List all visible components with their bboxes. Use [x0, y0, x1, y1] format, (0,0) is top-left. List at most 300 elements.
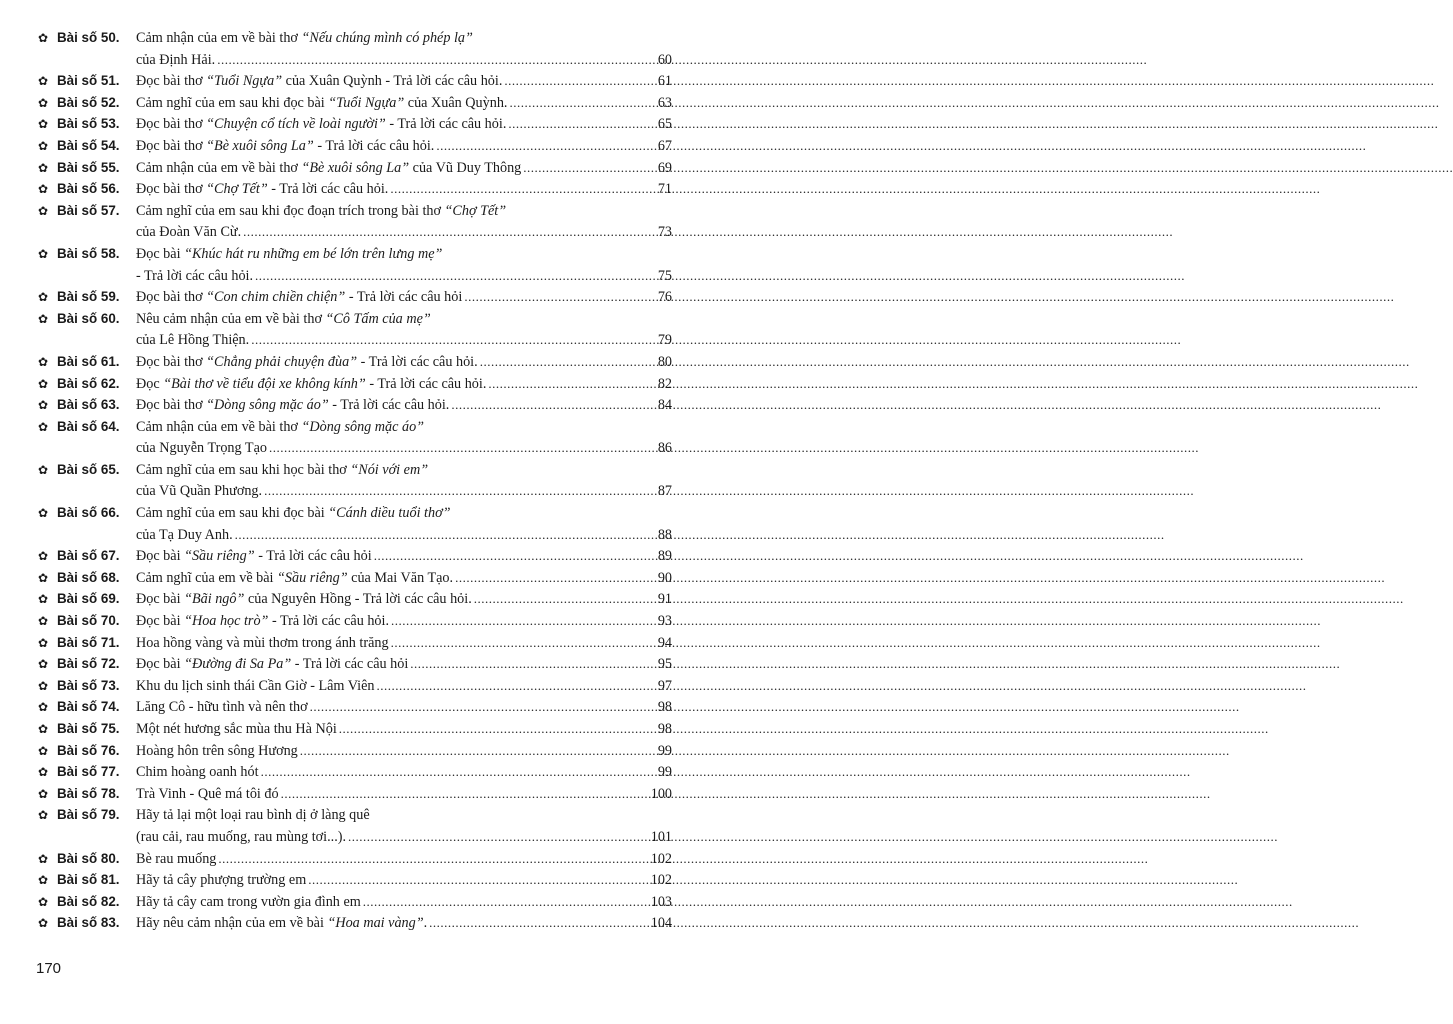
work-title: “Cánh diều tuổi thơ”	[328, 505, 451, 522]
lesson-description	[136, 503, 451, 525]
dot-leader	[339, 718, 646, 740]
work-title: “Hoa mai vàng”	[327, 915, 424, 932]
lesson-description	[136, 589, 472, 611]
flower-bullet-icon: ✿	[38, 203, 49, 218]
description-text: - Trả lời các câu hỏi.	[385, 116, 507, 133]
description-text: Nêu cảm nhận của em về bài thơ	[136, 310, 326, 327]
description-text: của Vũ Quần Phương.	[136, 483, 263, 500]
flower-bullet-icon: ✿	[38, 765, 49, 780]
page-reference: 102	[650, 872, 672, 889]
toc-entry	[38, 27, 672, 70]
toc-entry-line	[38, 113, 672, 135]
page-reference: 94	[657, 634, 672, 651]
description-text: - Trả lời các câu hỏi	[254, 548, 372, 565]
lesson-description	[136, 395, 449, 417]
toc-entry	[38, 459, 672, 502]
page-reference: 67	[657, 137, 672, 154]
dot-leader	[523, 157, 646, 179]
dot-leader	[281, 783, 646, 805]
description-text: - Trả lời các câu hỏi.	[268, 613, 390, 630]
page-reference: 95	[657, 656, 672, 673]
description-text: Cảm nhận của em về bài thơ	[136, 159, 302, 176]
flower-bullet-icon: ✿	[38, 182, 49, 197]
lesson-description	[136, 870, 306, 892]
flower-bullet-icon: ✿	[38, 160, 49, 175]
description-text: của Nguyễn Trọng Tạo	[136, 440, 267, 457]
lesson-label: Bài số 69.	[57, 591, 120, 607]
dot-leader	[410, 653, 646, 675]
lesson-description	[136, 719, 337, 741]
lesson-label: Bài số 71.	[57, 634, 120, 650]
toc-entry-line	[38, 610, 672, 632]
work-title: “Dòng sông mặc áo”	[301, 418, 425, 435]
lesson-description	[136, 374, 486, 396]
toc-entry-line	[38, 70, 672, 92]
description-text: Bè rau muống	[136, 850, 217, 867]
toc-entry-line	[38, 157, 672, 179]
lesson-label: Bài số 67.	[57, 548, 120, 564]
toc-entry-line	[38, 567, 672, 589]
description-text: .	[423, 915, 428, 932]
lesson-description	[136, 913, 427, 935]
toc-entry	[38, 912, 672, 934]
dot-leader	[455, 567, 646, 589]
lesson-description	[136, 28, 473, 50]
description-text: của Xuân Quỳnh.	[404, 94, 508, 111]
work-title: “Chuyện cổ tích về loài người”	[206, 116, 386, 133]
lesson-description	[136, 741, 298, 763]
description-text: Đọc bài thơ	[136, 397, 207, 414]
lesson-label: Bài số 77.	[57, 764, 120, 780]
description-text: của Mai Văn Tạo.	[347, 569, 454, 586]
lesson-label: Bài số 68.	[57, 569, 120, 585]
page-reference: 79	[657, 332, 672, 349]
lesson-description	[136, 201, 506, 223]
dot-leader	[429, 912, 646, 934]
work-title: “Dòng sông mặc áo”	[206, 397, 329, 414]
page-reference: 100	[650, 785, 672, 802]
page-reference: 76	[657, 289, 672, 306]
flower-bullet-icon: ✿	[38, 419, 49, 434]
page-reference: 86	[657, 440, 672, 457]
page-reference: 87	[657, 483, 672, 500]
flower-bullet-icon: ✿	[38, 635, 49, 650]
toc-entry	[38, 653, 672, 675]
lesson-label: Bài số 74.	[57, 699, 120, 715]
lesson-description	[136, 784, 279, 806]
lesson-label: Bài số 57.	[57, 202, 120, 218]
flower-bullet-icon: ✿	[38, 290, 49, 305]
dot-leader	[218, 848, 646, 870]
page-reference: 71	[657, 181, 672, 198]
toc-entry	[38, 610, 672, 632]
flower-bullet-icon: ✿	[38, 506, 49, 521]
dot-leader	[243, 221, 646, 243]
dot-leader	[391, 610, 646, 632]
description-text: - Trả lời các câu hỏi	[291, 656, 409, 673]
dot-leader	[436, 135, 646, 157]
toc-entry	[38, 200, 672, 243]
page-reference: 102	[650, 850, 672, 867]
toc-entry-line	[38, 545, 672, 567]
description-text: - Trả lời các câu hỏi	[345, 289, 463, 306]
lesson-description	[136, 805, 370, 827]
lesson-description	[136, 676, 374, 698]
toc-entry-line	[38, 675, 672, 697]
description-text: Hoàng hôn trên sông Hương	[136, 742, 298, 759]
page-reference: 93	[657, 613, 672, 630]
toc-entry	[38, 632, 672, 654]
dot-leader	[308, 869, 646, 891]
flower-bullet-icon: ✿	[38, 31, 49, 45]
toc-entry-line	[38, 502, 672, 524]
work-title: “Chẳng phải chuyện đùa”	[206, 353, 358, 370]
page-reference: 99	[657, 764, 672, 781]
lesson-label: Bài số 83.	[57, 915, 120, 931]
work-title: “Con chim chiền chiện”	[206, 289, 346, 306]
dot-leader	[390, 178, 646, 200]
page-reference: 75	[657, 267, 672, 284]
lesson-label: Bài số 65.	[57, 461, 120, 477]
dot-leader	[310, 696, 646, 718]
toc-entry-line	[38, 632, 672, 654]
flower-bullet-icon: ✿	[38, 614, 49, 629]
description-text: - Trả lời các câu hỏi.	[357, 353, 478, 370]
work-title: “Hoa học trò”	[184, 613, 269, 630]
dot-leader	[348, 826, 646, 848]
toc-entry-line	[38, 49, 672, 71]
lesson-label: Bài số 64.	[57, 418, 120, 434]
description-text: Đọc bài thơ	[136, 289, 207, 306]
lesson-label: Bài số 52.	[57, 94, 120, 110]
lesson-label: Bài số 55.	[57, 159, 120, 175]
lesson-description	[136, 136, 434, 158]
page-reference: 82	[657, 375, 672, 392]
dot-leader	[264, 480, 646, 502]
description-text: Chim hoàng oanh hót	[136, 764, 259, 781]
lesson-label: Bài số 72.	[57, 656, 120, 672]
work-title: “Sầu riêng”	[184, 548, 255, 565]
dot-leader	[474, 588, 646, 610]
description-text: của Lê Hồng Thiện.	[136, 332, 250, 349]
description-text: Hãy nêu cảm nhận của em về bài	[136, 915, 328, 932]
toc-entry-line	[38, 912, 672, 934]
work-title: “Đường đi Sa Pa”	[184, 656, 292, 673]
dot-leader	[374, 545, 646, 567]
page-reference: 88	[657, 526, 672, 543]
toc-entry-line	[38, 588, 672, 610]
lesson-description	[136, 460, 428, 482]
flower-bullet-icon: ✿	[38, 808, 49, 823]
page-reference: 98	[657, 721, 672, 737]
work-title: “Cô Tấm của mẹ”	[325, 310, 431, 327]
toc-entry-line	[38, 459, 672, 481]
toc-entry-line	[38, 524, 672, 546]
toc-entry-line	[38, 891, 672, 913]
toc-entry-line	[38, 740, 672, 762]
toc-entry-line	[38, 804, 672, 826]
toc-entry-line	[38, 437, 672, 459]
description-text: Khu du lịch sinh thái Cần Giờ - Lâm Viên	[136, 677, 375, 694]
lesson-label: Bài số 70.	[57, 613, 120, 629]
page-reference: 104	[650, 915, 672, 932]
work-title: “Chợ Tết”	[206, 181, 268, 198]
description-text: Đọc bài thơ	[136, 181, 207, 198]
dot-leader	[488, 373, 646, 395]
description-text: của Định Hải.	[136, 51, 216, 68]
description-text: Hoa hồng vàng và mùi thơm trong ánh trăng	[136, 634, 389, 651]
lesson-description	[136, 71, 502, 93]
lesson-description	[136, 244, 442, 266]
dot-leader	[300, 740, 646, 762]
description-text: Đọc bài thơ	[136, 116, 207, 133]
toc-entry-line	[38, 783, 672, 805]
dot-leader	[376, 675, 646, 697]
description-text: của Nguyên Hồng - Trả lời các câu hỏi.	[244, 591, 472, 608]
toc-entry	[38, 567, 672, 589]
toc-entry-line	[38, 480, 672, 502]
work-title: “Sầu riêng”	[277, 569, 348, 586]
lesson-description	[136, 654, 408, 676]
lesson-description	[136, 417, 424, 439]
description-text: Hãy tả cây phượng trường em	[136, 872, 307, 889]
toc-entry-line	[38, 92, 672, 114]
description-text: Đọc bài	[136, 245, 185, 262]
dot-leader	[504, 70, 646, 92]
page-reference: 98	[657, 699, 672, 716]
toc-entry-line	[38, 243, 672, 265]
flower-bullet-icon: ✿	[38, 592, 49, 607]
description-text: (rau cải, rau muống, rau mùng tơi...).	[136, 828, 347, 845]
lesson-label: Bài số 56.	[57, 181, 120, 197]
work-title: “Bè xuôi sông La”	[301, 159, 410, 176]
work-title: “Nói với em”	[350, 461, 429, 478]
toc-entry-line	[38, 373, 672, 395]
lesson-label: Bài số 63.	[57, 397, 120, 413]
flower-bullet-icon: ✿	[38, 354, 49, 369]
description-text: Đọc bài	[136, 548, 185, 565]
description-text: Hãy tả lại một loại rau bình dị ở làng quê	[136, 807, 370, 824]
dot-leader	[508, 113, 646, 135]
toc-entry	[38, 351, 672, 373]
lesson-description	[136, 827, 346, 849]
work-title: “Nếu chúng mình có phép lạ”	[301, 30, 473, 46]
description-text: Đọc bài thơ	[136, 137, 207, 154]
page-reference: 84	[657, 397, 672, 414]
dot-leader	[464, 286, 646, 308]
flower-bullet-icon: ✿	[38, 138, 49, 153]
lesson-description	[136, 568, 453, 590]
flower-bullet-icon: ✿	[38, 311, 49, 326]
lesson-label: Bài số 66.	[57, 505, 120, 521]
description-text: Cảm nghĩ của em sau khi học bài thơ	[136, 461, 351, 478]
description-text: Cảm nghĩ của em về bài	[136, 569, 278, 586]
dot-leader	[451, 394, 646, 416]
lesson-label: Bài số 61.	[57, 353, 120, 369]
toc-entry-line	[38, 869, 672, 891]
lesson-description	[136, 309, 431, 331]
toc-entry	[38, 394, 672, 416]
lesson-description	[136, 50, 215, 72]
description-text: - Trả lời các câu hỏi.	[136, 267, 254, 284]
lesson-label: Bài số 76.	[57, 742, 120, 758]
lesson-description	[136, 525, 233, 547]
description-text: Đọc	[136, 375, 164, 392]
toc-entry	[38, 178, 672, 200]
page-reference: 63	[657, 94, 672, 111]
dot-leader	[391, 632, 646, 654]
flower-bullet-icon: ✿	[38, 916, 49, 931]
flower-bullet-icon: ✿	[38, 786, 49, 801]
dot-leader	[480, 351, 646, 373]
toc-entry	[38, 696, 672, 718]
toc-entry	[38, 740, 672, 762]
lesson-description	[136, 849, 216, 871]
toc-entry-line	[38, 696, 672, 718]
flower-bullet-icon: ✿	[38, 117, 49, 132]
dot-leader	[235, 524, 646, 546]
description-text: của Tạ Duy Anh.	[136, 526, 233, 543]
table-of-contents	[38, 27, 672, 934]
flower-bullet-icon: ✿	[38, 570, 49, 585]
description-text: Đọc bài thơ	[136, 353, 207, 370]
description-text: Một nét hương sắc mùa thu Hà Nội	[136, 721, 337, 737]
lesson-description	[136, 892, 361, 914]
flower-bullet-icon: ✿	[38, 678, 49, 693]
page-reference: 61	[657, 73, 672, 90]
page-reference: 99	[657, 742, 672, 759]
page-reference: 69	[657, 159, 672, 176]
toc-entry	[38, 783, 672, 805]
toc-entry-line	[38, 286, 672, 308]
page-reference: 91	[657, 591, 672, 608]
dot-leader	[363, 891, 646, 913]
lesson-label: Bài số 80.	[57, 850, 120, 866]
flower-bullet-icon: ✿	[38, 700, 49, 715]
work-title: “Bãi ngô”	[184, 591, 245, 608]
description-text: Hãy tả cây cam trong vườn gia đình em	[136, 893, 361, 910]
lesson-label: Bài số 59.	[57, 289, 120, 305]
dot-leader	[217, 49, 646, 71]
flower-bullet-icon: ✿	[38, 462, 49, 477]
lesson-description	[136, 438, 267, 460]
dot-leader	[261, 761, 646, 783]
lesson-description	[136, 158, 521, 180]
toc-entry	[38, 416, 672, 459]
page-reference: 65	[657, 116, 672, 133]
lesson-description	[136, 330, 249, 352]
description-text: Lăng Cô - hữu tình và nên thơ	[136, 699, 308, 716]
toc-entry	[38, 675, 672, 697]
toc-entry-line	[38, 265, 672, 287]
toc-entry	[38, 848, 672, 870]
lesson-description	[136, 266, 253, 288]
toc-entry	[38, 718, 672, 740]
description-text: Đọc bài thơ	[136, 73, 207, 90]
lesson-description	[136, 546, 372, 568]
toc-entry	[38, 588, 672, 610]
toc-entry	[38, 891, 672, 913]
description-text: của Xuân Quỳnh - Trả lời các câu hỏi.	[282, 73, 503, 90]
page-reference: 97	[657, 677, 672, 694]
toc-entry	[38, 92, 672, 114]
lesson-description	[136, 762, 259, 784]
toc-entry-line	[38, 761, 672, 783]
toc-entry	[38, 113, 672, 135]
flower-bullet-icon: ✿	[38, 851, 49, 866]
lesson-description	[136, 114, 506, 136]
toc-entry	[38, 70, 672, 92]
lesson-description	[136, 352, 478, 374]
description-text: - Trả lời các câu hỏi.	[267, 181, 389, 198]
lesson-description	[136, 633, 389, 655]
lesson-label: Bài số 75.	[57, 721, 120, 736]
lesson-description	[136, 287, 462, 309]
flower-bullet-icon: ✿	[38, 95, 49, 110]
lesson-label: Bài số 58.	[57, 245, 120, 261]
lesson-label: Bài số 81.	[57, 872, 120, 888]
lesson-label: Bài số 50.	[57, 30, 120, 45]
description-text: Cảm nghĩ của em sau khi đọc bài	[136, 505, 329, 522]
flower-bullet-icon: ✿	[38, 398, 49, 413]
lesson-description	[136, 93, 507, 115]
work-title: “Bài thơ về tiểu đội xe không kính”	[163, 375, 366, 392]
toc-entry-line	[38, 329, 672, 351]
description-text: của Đoàn Văn Cừ.	[136, 224, 242, 241]
toc-entry	[38, 804, 672, 847]
toc-entry	[38, 157, 672, 179]
toc-entry	[38, 761, 672, 783]
toc-entry-line	[38, 718, 672, 740]
toc-entry-line	[38, 416, 672, 438]
page-reference: 89	[657, 548, 672, 565]
lesson-label: Bài số 73.	[57, 677, 120, 693]
page-reference: 90	[657, 569, 672, 586]
description-text: Cảm nghĩ của em sau khi đọc bài	[136, 94, 329, 111]
lesson-label: Bài số 62.	[57, 375, 120, 391]
page-reference: 60	[657, 51, 672, 68]
toc-entry	[38, 243, 672, 286]
work-title: “Bè xuôi sông La”	[206, 137, 314, 154]
toc-entry	[38, 545, 672, 567]
work-title: “Khúc hát ru những em bé lớn trên lưng mẹ”	[184, 245, 443, 262]
description-text: Cảm nghĩ của em sau khi đọc đoạn trích trong bài thơ	[136, 202, 445, 219]
description-text: - Trả lời các câu hỏi.	[313, 137, 435, 154]
flower-bullet-icon: ✿	[38, 549, 49, 564]
page-reference: 73	[657, 224, 672, 241]
lesson-label: Bài số 60.	[57, 310, 120, 326]
toc-entry-line	[38, 308, 672, 330]
lesson-label: Bài số 78.	[57, 785, 120, 801]
lesson-label: Bài số 51.	[57, 73, 120, 89]
description-text: Đọc bài	[136, 613, 185, 630]
lesson-label: Bài số 82.	[57, 893, 120, 909]
lesson-label: Bài số 79.	[57, 807, 120, 823]
toc-entry	[38, 502, 672, 545]
description-text: - Trả lời các câu hỏi.	[328, 397, 450, 414]
toc-entry-line	[38, 653, 672, 675]
flower-bullet-icon: ✿	[38, 894, 49, 909]
flower-bullet-icon: ✿	[38, 246, 49, 261]
lesson-description	[136, 697, 308, 719]
toc-entry-line	[38, 200, 672, 222]
description-text: Đọc bài	[136, 591, 185, 608]
toc-entry-line	[38, 848, 672, 870]
flower-bullet-icon: ✿	[38, 722, 49, 736]
page-reference: 80	[657, 353, 672, 370]
flower-bullet-icon: ✿	[38, 873, 49, 888]
toc-entry-line	[38, 351, 672, 373]
